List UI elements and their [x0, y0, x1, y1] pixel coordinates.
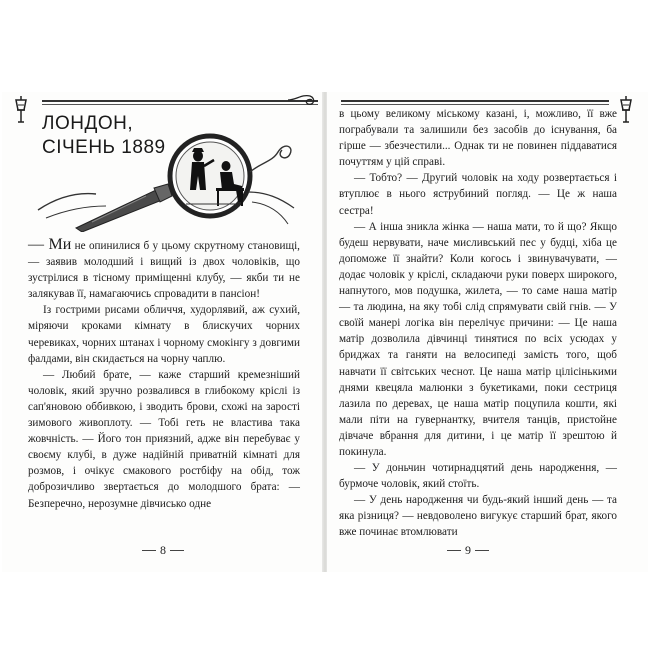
folio-dash-left [447, 550, 461, 551]
page-number [142, 543, 184, 558]
page-number-text: 9 [465, 543, 471, 557]
paragraph: Із гострими рисами обличчя, худорлявий, аж сухий, міряючи кроками кімнату в блискучих чорних черевиках, чорних штанах і чорному смокінгу з довгими фалдами, він скидається на чорну чаплю. [28, 304, 300, 365]
corner-flourish-icon [286, 92, 318, 112]
page-number-text: 8 [160, 543, 166, 557]
dropcap: — Ми [28, 236, 72, 253]
heading-line-1: ЛОНДОН, [42, 113, 134, 134]
folio-dash-left [142, 550, 156, 551]
paragraph: — У день народження чи будь-який інший день — та яка різниця? — невдоволено вигукує старший брат, якого вже починає втомлювати [339, 494, 617, 539]
book-spread [0, 92, 650, 572]
left-page [2, 92, 324, 572]
paragraph [28, 237, 300, 302]
paragraph: — Любий брате, — каже старший кремезніший чоловік, який зручно розвалився в глибокому кріслі із сап'яновою оббивкою, і зводить брови, схожі на зарості зимового живоплоту. — Тобі геть не властива така жовчність. — Його тон приязний, адже він перебуває у своєму клубі, в дуже надійній приватній кімнаті для розмов, і очікує смакового ростбіфу на обід, тож доброзичливо звертається до молодшого брата: — Безперечно, нерозумне дівчисько одне [28, 368, 300, 510]
street-lamp-icon [617, 94, 635, 124]
folio-dash-right [475, 550, 489, 551]
top-rule [341, 100, 609, 102]
right-page-body [339, 106, 617, 541]
magnifying-glass-emblem-icon [36, 132, 298, 232]
first-paragraph-text: не опинилися б у цьому скрутному становищі, — заявив молодший і вищий із двох чоловіків, що зустрілися в тісному приміщенні клубу, — якби ти не залякував її, намагаючись спровадити в пансіон! [28, 240, 300, 301]
street-lamp-icon [12, 94, 30, 124]
page-number [447, 543, 489, 558]
paragraph: — У доньчин чотирнадцятий день народження, — бурмоче чоловік, який стоїть. [339, 462, 617, 491]
left-page-body [28, 237, 300, 512]
paragraph: — А інша зникла жінка — наша мати, то й що? Якщо будеш нервувати, наче мисливський пес у будці, хіба це допоможе її знайти? Коли когось і звинувачувати, — додає чоловік у кріслі, складаючи руки поверх широкого, напнутого, мов подушка, жилета, — то саме наша матір — та людина, на яку тобі слід спрямувати свій гнів. — У своїй манері логіка він перелічує причини: — Це наша матір дозволила дівчинці тинятися по всіх усюдах у бриджах та ганяти на велосипеді замість того, щоб навчати її світських чеснот. Це наша матір цілісінькими днями квецяла малюнки з букетиками, поки сестриця лазила по деревах, це наша матір поцупила кошти, які мали піти на гувернантку, вчителя танців, пристойне дівчаче вбрання для дитини, і це матір її зрештою й покинула. [339, 220, 617, 458]
paragraph: в цьому великому міському казані, і, можливо, її вже пограбували та залишили без засобів до існування, ба гірше — збезчестили... Однак ти не повинен піддаватися почуттям у цій справі. [339, 108, 617, 169]
heading-line-2: СІЧЕНЬ 1889 [42, 137, 166, 158]
top-rule [42, 100, 318, 102]
right-page [327, 92, 648, 572]
paragraph: — Тобто? — Другий чоловік на ходу розвертається і втуплює в нього яструбиний погляд. — Це ж наша сестра! [339, 172, 617, 217]
folio-dash-right [170, 550, 184, 551]
